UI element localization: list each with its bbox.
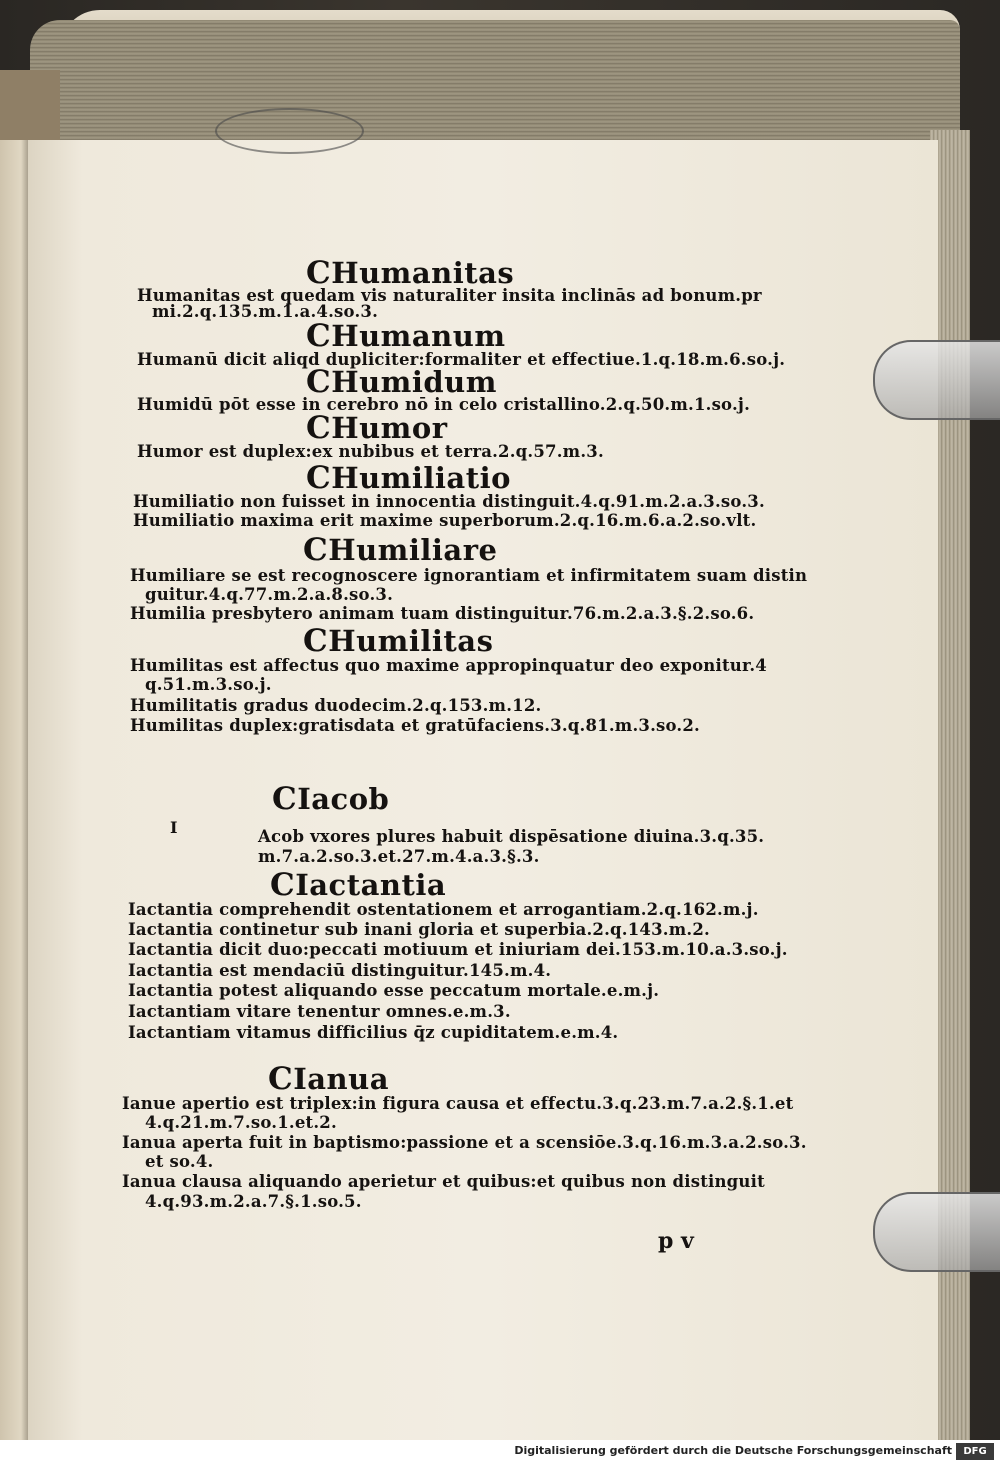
facing-page [0, 140, 30, 1440]
entry-line: 4.q.21.m.7.so.1.et.2. [145, 1113, 337, 1132]
entry-line: Humor est duplex:ex nubibus et terra.2.q.57.m.3. [137, 442, 604, 461]
entry-heading: CHumanum [306, 318, 506, 354]
entry-line: Iactantia est mendaciū distinguitur.145.m.4. [128, 961, 552, 980]
page-clip-top [873, 340, 1000, 420]
entry-heading: CIanua [268, 1061, 390, 1097]
entry-line: Humilitas duplex:gratisdata et gratūfaciens.3.q.81.m.3.so.2. [130, 716, 700, 735]
entry-line: Ianue apertio est triplex:in figura causa et effectu.3.q.23.m.7.a.2.§.1.et [122, 1094, 794, 1113]
entry-line: Iactantiam vitare tenentur omnes.e.m.3. [128, 1002, 511, 1021]
entry-line: Humilia presbytero animam tuam distinguitur.76.m.2.a.3.§.2.so.6. [130, 604, 755, 623]
entry-line: Ianua aperta fuit in baptismo:passione et a scensiōe.3.q.16.m.3.a.2.so.3. [122, 1133, 807, 1152]
page-edges-top [30, 20, 960, 140]
footer-bar [0, 1440, 1000, 1464]
initial-guide-letter: I [170, 818, 178, 837]
entry-heading: CHumor [306, 410, 448, 446]
page-clip-bottom [873, 1192, 1000, 1272]
entry-line: Humiliatio non fuisset in innocentia distinguit.4.q.91.m.2.a.3.so.3. [133, 492, 765, 511]
entry-line: Ianua clausa aliquando aperietur et quibus:et quibus non distinguit [122, 1172, 765, 1191]
entry-heading: CHumidum [306, 364, 497, 400]
signature-mark: p v [658, 1228, 694, 1254]
entry-line: Humilitas est affectus quo maxime appropinquatur deo exponitur.4 [130, 656, 767, 675]
library-stamp [215, 108, 364, 154]
entry-line: Humanū dicit aliqd dupliciter:formaliter et effectiue.1.q.18.m.6.so.j. [137, 350, 786, 369]
entry-line: Humidū pōt esse in cerebro nō in celo cristallino.2.q.50.m.1.so.j. [137, 395, 751, 414]
entry-line: Humilitatis gradus duodecim.2.q.153.m.12. [130, 696, 542, 715]
entry-line: Humiliare se est recognoscere ignorantiam et infirmitatem suam distin [130, 566, 808, 585]
entry-line: m.7.a.2.so.3.et.27.m.4.a.3.§.3. [258, 847, 540, 866]
entry-heading: CIactantia [270, 867, 447, 903]
entry-line: q.51.m.3.so.j. [145, 675, 272, 694]
entry-heading: CIacob [272, 781, 390, 817]
entry-heading: CHumiliatio [306, 460, 511, 496]
entry-line: Humiliatio maxima erit maxime superborum.2.q.16.m.6.a.2.so.vlt. [133, 511, 757, 530]
entry-line: Iactantia continetur sub inani gloria et superbia.2.q.143.m.2. [128, 920, 710, 939]
entry-line: Iactantiam vitamus difficilius q̄z cupiditatem.e.m.4. [128, 1023, 619, 1042]
entry-line: Iactantia dicit duo:peccati motiuum et iniuriam dei.153.m.10.a.3.so.j. [128, 940, 788, 959]
entry-line: guitur.4.q.77.m.2.a.8.so.3. [145, 585, 394, 604]
entry-line: Humanitas est quedam vis naturaliter insita inclinās ad bonum.pr [137, 286, 762, 305]
entry-line: et so.4. [145, 1152, 214, 1171]
footer-credit: Digitalisierung gefördert durch die Deutsche Forschungsgemeinschaft [514, 1444, 952, 1457]
entry-line: Iactantia potest aliquando esse peccatum mortale.e.m.j. [128, 981, 660, 1000]
entry-line: Iactantia comprehendit ostentationem et arrogantiam.2.q.162.m.j. [128, 900, 759, 919]
entry-heading: CHumilitas [303, 623, 494, 659]
entry-heading: CHumanitas [306, 255, 515, 291]
entry-line: mi.2.q.135.m.1.a.4.so.3. [152, 302, 379, 321]
entry-heading: CHumiliare [303, 532, 498, 568]
entry-line: Acob vxores plures habuit dispēsatione diuina.3.q.35. [258, 827, 765, 846]
dfg-logo: DFG [956, 1443, 994, 1460]
entry-line: 4.q.93.m.2.a.7.§.1.so.5. [145, 1192, 362, 1211]
